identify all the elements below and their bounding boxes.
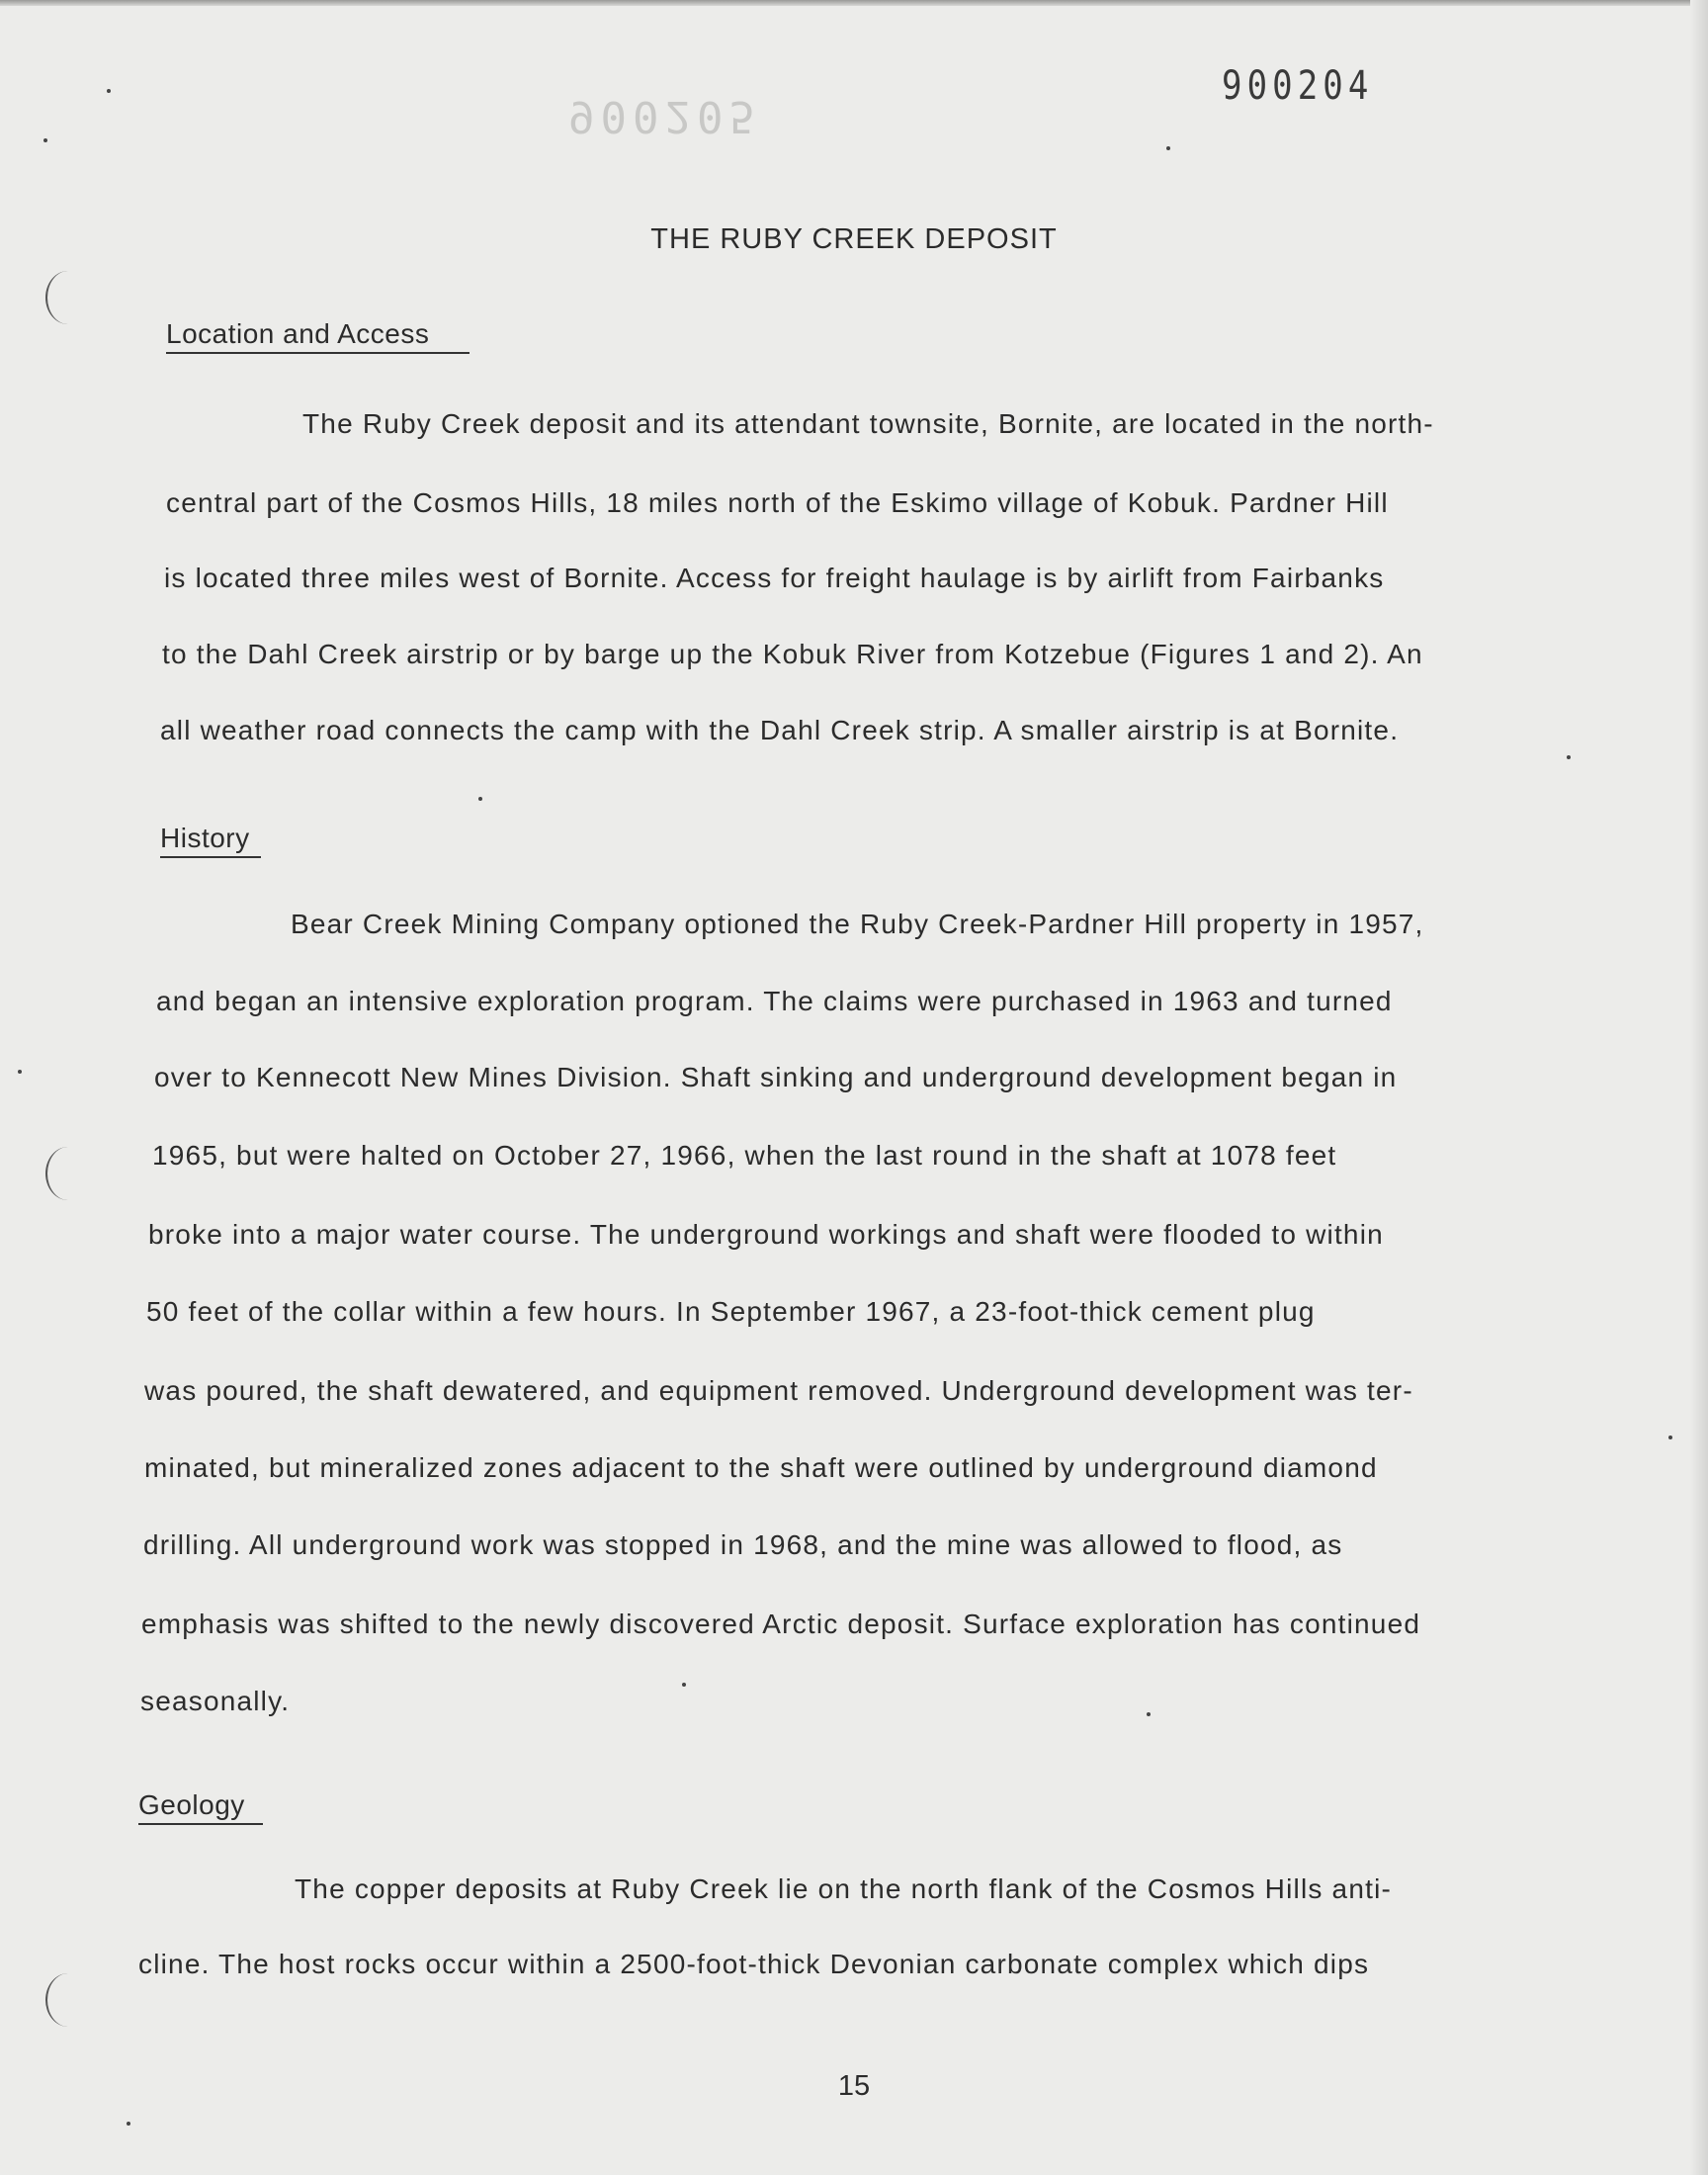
scan-speck xyxy=(1147,1712,1151,1716)
heading-history: History xyxy=(160,823,261,858)
body-line: The copper deposits at Ruby Creek lie on the north flank of the Cosmos Hills anti- xyxy=(295,1873,1393,1904)
body-line: The Ruby Creek deposit and its attendant townsite, Bornite, are located in the north- xyxy=(302,408,1434,439)
scan-speck xyxy=(107,89,111,93)
body-line: cline. The host rocks occur within a 2500-foot-thick Devonian carbonate complex which dips xyxy=(138,1949,1370,1979)
body-line: 1965, but were halted on October 27, 1966, when the last round in the shaft at 1078 feet xyxy=(152,1140,1337,1171)
page-title: THE RUBY CREEK DEPOSIT xyxy=(650,223,1058,255)
scan-speck xyxy=(1668,1436,1672,1439)
body-line: drilling. All underground work was stopped in 1968, and the mine was allowed to flood, as xyxy=(143,1529,1343,1560)
body-line: to the Dahl Creek airstrip or by barge up the Kobuk River from Kotzebue (Figures 1 and 2). An xyxy=(162,639,1423,669)
heading-geology: Geology xyxy=(138,1789,263,1825)
body-line: and began an intensive exploration program. The claims were purchased in 1963 and turned xyxy=(156,986,1393,1016)
body-line: all weather road connects the camp with the Dahl Creek strip. A smaller airstrip is at Bornite. xyxy=(160,715,1400,745)
scan-speck xyxy=(478,797,482,801)
scan-speck xyxy=(43,138,47,142)
body-line: minated, but mineralized zones adjacent to the shaft were outlined by underground diamond xyxy=(144,1452,1378,1483)
scan-speck xyxy=(682,1683,686,1687)
bleed-through-number: 900205 xyxy=(568,91,761,141)
punch-hole-mark xyxy=(45,1147,91,1200)
scan-speck xyxy=(127,2122,130,2126)
body-line: 50 feet of the collar within a few hours. In September 1967, a 23-foot-thick cement plug xyxy=(146,1296,1316,1327)
page-number: 15 xyxy=(837,2070,871,2102)
punch-hole-mark xyxy=(45,271,91,324)
body-line: is located three miles west of Bornite. Access for freight haulage is by airlift from Fairbanks xyxy=(164,563,1385,593)
body-line: seasonally. xyxy=(140,1686,291,1716)
body-line: emphasis was shifted to the newly discovered Arctic deposit. Surface exploration has continued xyxy=(141,1609,1421,1639)
body-line: central part of the Cosmos Hills, 18 miles north of the Eskimo village of Kobuk. Pardner Hill xyxy=(166,487,1389,518)
heading-location-access: Location and Access xyxy=(166,318,470,354)
scan-speck xyxy=(18,1070,22,1074)
body-line: Bear Creek Mining Company optioned the Ruby Creek-Pardner Hill property in 1957, xyxy=(291,909,1424,939)
scan-speck xyxy=(1166,146,1170,150)
body-line: broke into a major water course. The underground workings and shaft were flooded to within xyxy=(148,1219,1384,1250)
right-edge-shadow xyxy=(1690,0,1708,2175)
body-line: over to Kennecott New Mines Division. Shaft sinking and underground development began in xyxy=(154,1062,1398,1092)
punch-hole-mark xyxy=(45,1973,91,2027)
body-line: was poured, the shaft dewatered, and equipment removed. Underground development was ter- xyxy=(144,1375,1413,1406)
document-number: 900204 xyxy=(1222,63,1374,109)
top-edge xyxy=(0,0,1708,6)
scan-speck xyxy=(1567,755,1571,759)
